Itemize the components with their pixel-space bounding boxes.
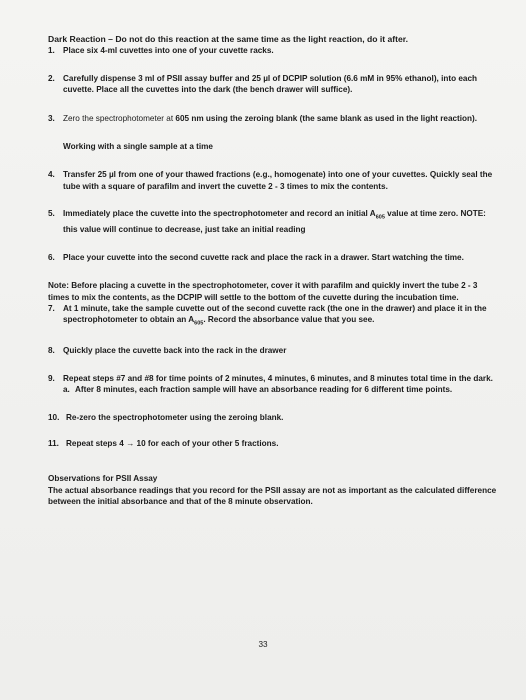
step-4: 4. Transfer 25 µl from one of your thawed fractions (e.g., homogenate) into one of your cuvettes. Quickly seal the tube with a square of parafilm and invert the cuvette 2 - 3 times to mix the contents. [48, 170, 493, 191]
document-body [48, 34, 500, 508]
note: Note: Before placing a cuvette in the spectrophotometer, cover it with parafilm and quickly invert the tube 2 - 3 times to mix the contents, as the DCPIP will settle to the bottom of the cuvette during the incubation time. [48, 281, 478, 302]
step-6: 6. Place your cuvette into the second cuvette rack and place the rack in a drawer. Start watching the time. [48, 252, 464, 262]
step-9a: a. After 8 minutes, each fraction sample will have an absorbance reading for 6 different time points. [63, 385, 453, 395]
step-7: 7. At 1 minute, take the sample cuvette out of the second cuvette rack (the one in the drawer) and place it in the spectrophotometer to obtain an $A_{605}$. Record the absorbance value that you see. [48, 303, 487, 327]
step-10: 10. Re-zero the spectrophotometer using the zeroing blank. [48, 412, 284, 422]
section-title: Dark Reaction – Do not do this reaction at the same time as the light reaction, do it after. [48, 34, 409, 44]
step-2: 2. Carefully dispense 3 ml of PSII assay buffer and 25 µl of DCPIP solution (6.6 mM in 95% ethanol), into each cuvette. Place all the cuvettes into the dark (the bench drawer will suffice). [48, 73, 478, 95]
observations-heading: Observations for PSII Assay [48, 474, 158, 484]
step-8: 8. Quickly place the cuvette back into the rack in the drawer [48, 346, 287, 356]
subheading: Working with a single sample at a time [63, 142, 213, 152]
page-number: 33 [258, 640, 268, 649]
step-1: 1. Place six 4-ml cuvettes into one of your cuvette racks. [48, 46, 274, 56]
step-9: 9. Repeat steps #7 and #8 for time points of 2 minutes, 4 minutes, 6 minutes, and 8 minutes total time in the dark. [48, 373, 493, 383]
step-11: 11. Repeat steps 4 → 10 for each of your other 5 fractions. [48, 439, 279, 448]
step-5: 5. Immediately place the cuvette into the spectrophotometer and record an initial $A_{605}$ value at time zero. NOTE: this value will continue to decrease, just take an initial reading [48, 209, 486, 235]
observations-text: The actual absorbance readings that you record for the PSII assay are not as important as the calculated difference between the initial absorbance and that of the 8 minute observation. [48, 485, 497, 507]
step-3: 3. Zero the spectrophotometer at 605 nm using the zeroing blank (the same blank as used in the light reaction). [48, 113, 478, 123]
